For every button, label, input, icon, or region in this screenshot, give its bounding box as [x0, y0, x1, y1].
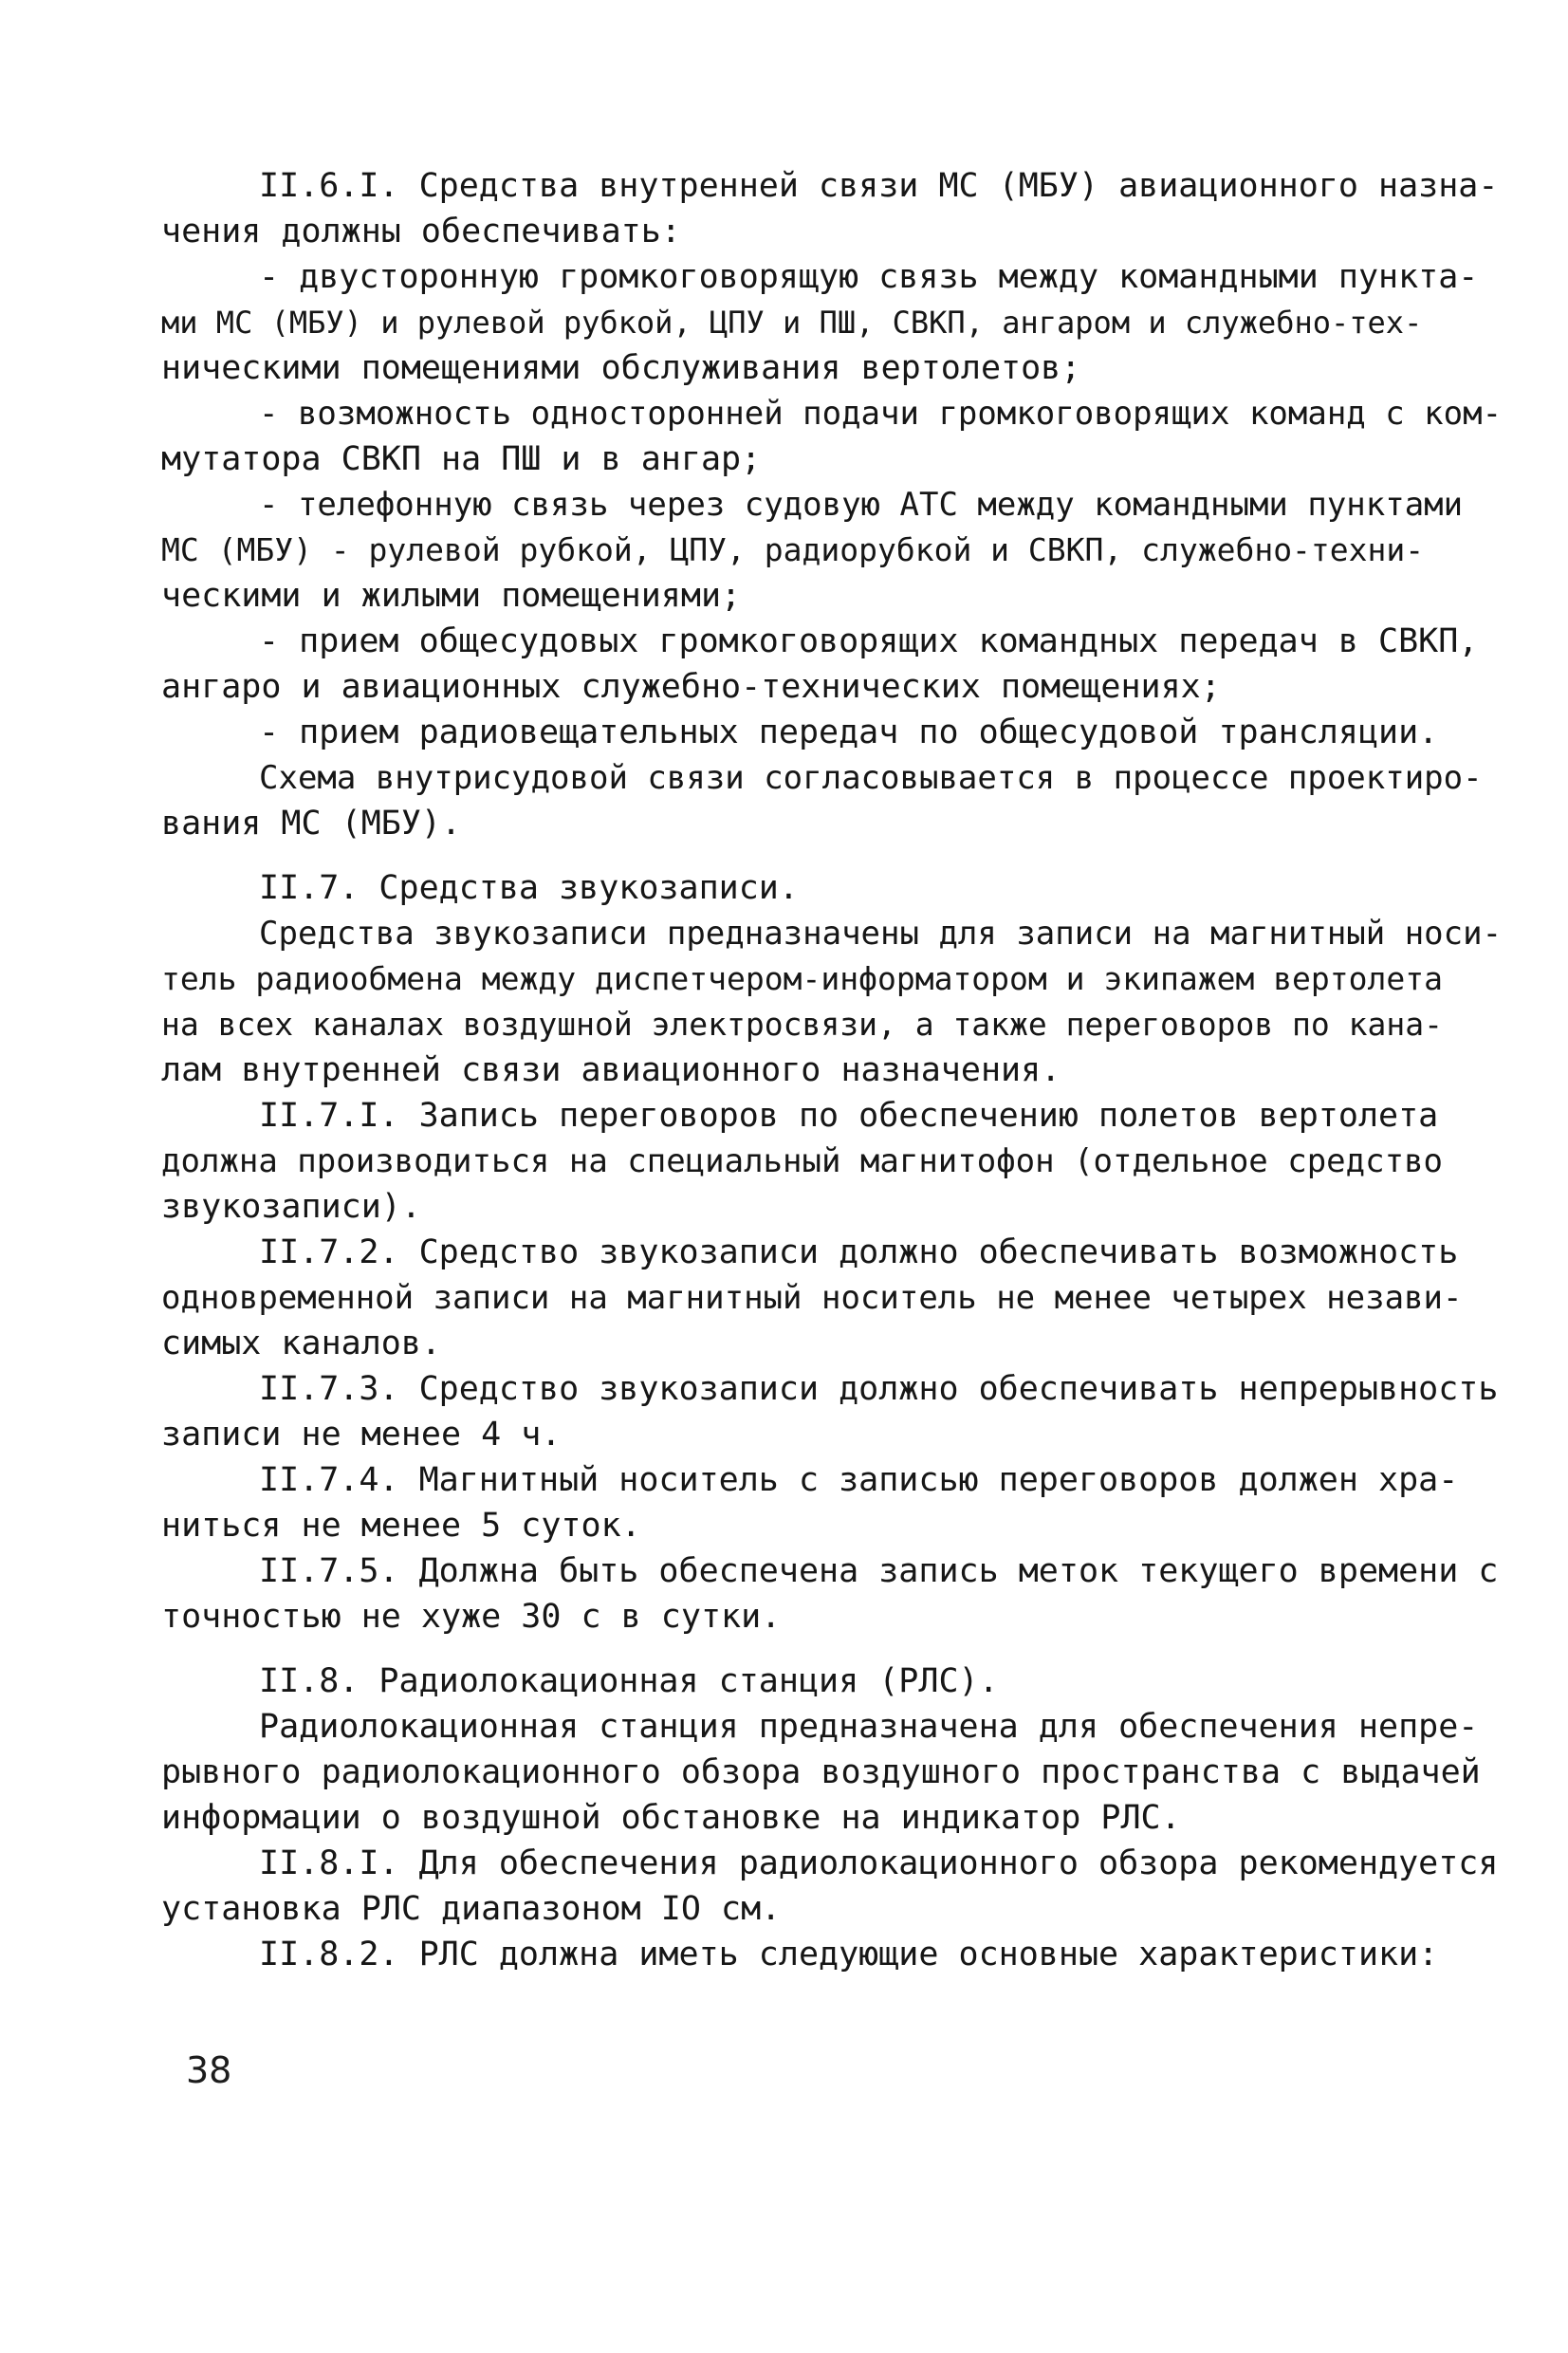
text-line: тель радиообмена между диспетчером-информатором и экипажем вертолета: [161, 960, 1444, 997]
text-line: II.6.I. Средства внутренней связи МС (МБУ) авиационного назна-: [259, 167, 1499, 205]
text-line: - прием радиовещательных передач по общесудовой трансляции.: [259, 713, 1439, 751]
text-line: - двусторонную громкоговорящую связь между командными пункта-: [259, 258, 1479, 296]
text-line: Радиолокационная станция предназначена для обеспечения непре-: [259, 1708, 1479, 1746]
text-line: чения должны обеспечивать:: [161, 213, 681, 250]
text-line: II.7.3. Средство звукозаписи должно обеспечивать непрерывность: [259, 1370, 1499, 1408]
text-line: ниться не менее 5 суток.: [161, 1507, 641, 1545]
text-line: записи не менее 4 ч.: [161, 1416, 562, 1454]
text-line: лам внутренней связи авиационного назначения.: [161, 1051, 1061, 1089]
text-line: звукозаписи).: [161, 1188, 421, 1226]
text-line: точностью не хуже 30 с в сутки.: [161, 1598, 782, 1636]
text-line: должна производиться на специальный магнитофон (отдельное средство: [161, 1142, 1444, 1180]
text-line: - телефонную связь через судовую АТС между командными пунктами: [259, 486, 1464, 524]
text-line: II.7.5. Должна быть обеспечена запись меток текущего времени с: [259, 1552, 1499, 1590]
text-line: - возможность односторонней подачи громкоговорящих команд с ком-: [259, 395, 1503, 433]
text-line: ангаро и авиационных служебно-технических помещениях;: [161, 668, 1221, 706]
text-line: одновременной записи на магнитный носитель не менее четырех незави-: [161, 1279, 1463, 1317]
text-line: ческими и жилыми помещениями;: [161, 577, 742, 615]
text-line: установка РЛС диапазоном IO см.: [161, 1890, 782, 1928]
text-line: II.8.2. РЛС должна иметь следующие основные характеристики:: [259, 1936, 1439, 1973]
text-line: симых каналов.: [161, 1325, 442, 1362]
text-line: II.8.I. Для обеспечения радиолокационного обзора рекомендуется: [259, 1844, 1499, 1882]
text-line: II.7.I. Запись переговоров по обеспечению полетов вертолета: [259, 1097, 1439, 1135]
section-heading: II.7. Средства звукозаписи.: [259, 869, 799, 907]
text-line: на всех каналах воздушной электросвязи, а также переговоров по кана-: [161, 1006, 1444, 1043]
text-line: II.7.4. Магнитный носитель с записью переговоров должен хра-: [259, 1461, 1459, 1499]
text-line: мутатора СВКП на ПШ и в ангар;: [161, 440, 762, 478]
text-line: МС (МБУ) - рулевой рубкой, ЦПУ, радиорубкой и СВКП, служебно-техни-: [161, 531, 1425, 568]
text-line: II.7.2. Средство звукозаписи должно обеспечивать возможность: [259, 1233, 1459, 1271]
text-line: ми МС (МБУ) и рулевой рубкой, ЦПУ и ПШ, СВКП, ангаром и служебно-тех-: [161, 305, 1423, 341]
text-line: ническими помещениями обслуживания вертолетов;: [161, 349, 1081, 387]
page-number: 38: [186, 2049, 232, 2091]
text-line: рывного радиолокационного обзора воздушного пространства с выдачей: [161, 1753, 1481, 1791]
text-line: - прием общесудовых громкоговорящих командных передач в СВКП,: [259, 622, 1479, 660]
text-line: Средства звукозаписи предназначены для записи на магнитный носи-: [259, 915, 1503, 953]
text-line: информации о воздушной обстановке на индикатор РЛС.: [161, 1799, 1181, 1837]
text-line: Схема внутрисудовой связи согласовывается в процессе проектиро-: [259, 759, 1483, 797]
text-line: вания МС (МБУ).: [161, 805, 462, 843]
section-heading: II.8. Радиолокационная станция (РЛС).: [259, 1662, 999, 1700]
